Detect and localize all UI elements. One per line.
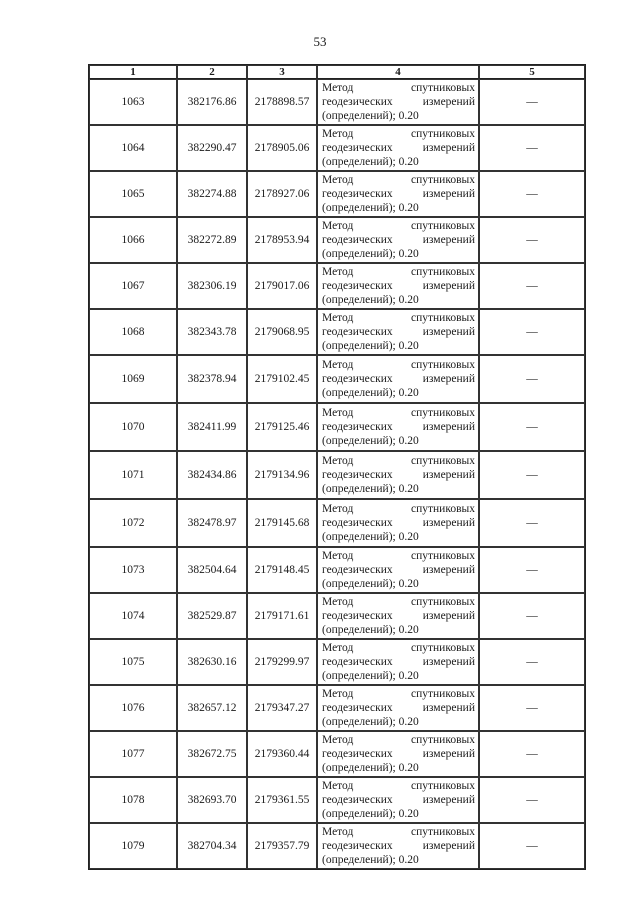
method-line: геодезических измерений [322, 96, 475, 108]
method-line: Метод спутниковых [322, 82, 475, 94]
method-description-cell [317, 823, 479, 869]
method-line: (определений); 0.20 [322, 578, 419, 590]
method-line: геодезических измерений [322, 656, 475, 668]
method-description-cell [317, 499, 479, 547]
method-description-cell [317, 403, 479, 451]
point-number-cell: 1065 [89, 171, 177, 217]
point-number-cell: 1068 [89, 309, 177, 355]
x-coordinate-cell: 382176.86 [177, 79, 247, 125]
table-row [89, 79, 585, 125]
point-number-cell: 1078 [89, 777, 177, 823]
point-number-cell: 1077 [89, 731, 177, 777]
point-number-cell: 1079 [89, 823, 177, 869]
x-coordinate-cell: 382434.86 [177, 451, 247, 499]
method-line: Метод спутниковых [322, 220, 475, 232]
method-line: (определений); 0.20 [322, 762, 419, 774]
method-line: геодезических измерений [322, 280, 475, 292]
method-line: (определений); 0.20 [322, 110, 419, 122]
y-coordinate-cell: 2179145.68 [247, 499, 317, 547]
method-description-cell [317, 171, 479, 217]
method-line: геодезических измерений [322, 748, 475, 760]
method-line: Метод спутниковых [322, 266, 475, 278]
point-number-cell: 1067 [89, 263, 177, 309]
table-header [89, 65, 585, 79]
table-row [89, 403, 585, 451]
method-line: (определений); 0.20 [322, 156, 419, 168]
point-number-cell: 1064 [89, 125, 177, 171]
point-number-cell: 1075 [89, 639, 177, 685]
x-coordinate-cell: 382630.16 [177, 639, 247, 685]
method-line: геодезических измерений [322, 564, 475, 576]
method-line: Метод спутниковых [322, 455, 475, 467]
method-line: (определений); 0.20 [322, 854, 419, 866]
method-line: (определений); 0.20 [322, 340, 419, 352]
method-line: геодезических измерений [322, 610, 475, 622]
table-row [89, 593, 585, 639]
x-coordinate-cell: 382504.64 [177, 547, 247, 593]
method-line: Метод спутниковых [322, 780, 475, 792]
method-description-cell [317, 593, 479, 639]
error-value-cell: — [479, 263, 585, 309]
method-line: Метод спутниковых [322, 407, 475, 419]
error-value-cell: — [479, 547, 585, 593]
method-line: Метод спутниковых [322, 359, 475, 371]
error-value-cell: — [479, 823, 585, 869]
x-coordinate-cell: 382672.75 [177, 731, 247, 777]
error-value-cell: — [479, 217, 585, 263]
method-line: Метод спутниковых [322, 596, 475, 608]
y-coordinate-cell: 2179134.96 [247, 451, 317, 499]
header-col-4: 4 [317, 65, 479, 79]
error-value-cell: — [479, 499, 585, 547]
header-col-1: 1 [89, 65, 177, 79]
point-number-cell: 1063 [89, 79, 177, 125]
y-coordinate-cell: 2179102.45 [247, 355, 317, 403]
x-coordinate-cell: 382306.19 [177, 263, 247, 309]
method-line: геодезических измерений [322, 421, 475, 433]
method-description-cell [317, 547, 479, 593]
method-line: Метод спутниковых [322, 550, 475, 562]
method-description-cell [317, 731, 479, 777]
y-coordinate-cell: 2179357.79 [247, 823, 317, 869]
method-line: (определений); 0.20 [322, 202, 419, 214]
y-coordinate-cell: 2178905.06 [247, 125, 317, 171]
method-line: геодезических измерений [322, 840, 475, 852]
method-line: геодезических измерений [322, 142, 475, 154]
table-row [89, 639, 585, 685]
method-description-cell [317, 355, 479, 403]
method-line: Метод спутниковых [322, 128, 475, 140]
y-coordinate-cell: 2179125.46 [247, 403, 317, 451]
error-value-cell: — [479, 685, 585, 731]
y-coordinate-cell: 2179017.06 [247, 263, 317, 309]
method-line: Метод спутниковых [322, 734, 475, 746]
x-coordinate-cell: 382704.34 [177, 823, 247, 869]
method-line: (определений); 0.20 [322, 808, 419, 820]
y-coordinate-cell: 2179361.55 [247, 777, 317, 823]
table-row [89, 355, 585, 403]
y-coordinate-cell: 2179148.45 [247, 547, 317, 593]
method-line: (определений); 0.20 [322, 294, 419, 306]
point-number-cell: 1072 [89, 499, 177, 547]
table-row [89, 263, 585, 309]
point-number-cell: 1066 [89, 217, 177, 263]
method-line: (определений); 0.20 [322, 716, 419, 728]
error-value-cell: — [479, 777, 585, 823]
method-line: (определений); 0.20 [322, 248, 419, 260]
method-line: (определений); 0.20 [322, 435, 419, 447]
method-description-cell [317, 777, 479, 823]
y-coordinate-cell: 2179360.44 [247, 731, 317, 777]
method-line: геодезических измерений [322, 517, 475, 529]
method-line: геодезических измерений [322, 794, 475, 806]
method-line: геодезических измерений [322, 373, 475, 385]
table-row [89, 685, 585, 731]
table-body [89, 79, 585, 869]
method-line: (определений); 0.20 [322, 531, 419, 543]
method-line: (определений); 0.20 [322, 483, 419, 495]
header-col-3: 3 [247, 65, 317, 79]
y-coordinate-cell: 2179068.95 [247, 309, 317, 355]
header-col-2: 2 [177, 65, 247, 79]
method-line: геодезических измерений [322, 188, 475, 200]
y-coordinate-cell: 2178898.57 [247, 79, 317, 125]
y-coordinate-cell: 2179347.27 [247, 685, 317, 731]
method-line: Метод спутниковых [322, 826, 475, 838]
table-row [89, 777, 585, 823]
header-col-5: 5 [479, 65, 585, 79]
x-coordinate-cell: 382274.88 [177, 171, 247, 217]
method-line: Метод спутниковых [322, 688, 475, 700]
error-value-cell: — [479, 309, 585, 355]
y-coordinate-cell: 2179299.97 [247, 639, 317, 685]
page-number: 53 [313, 34, 327, 49]
error-value-cell: — [479, 593, 585, 639]
error-value-cell: — [479, 355, 585, 403]
method-description-cell [317, 639, 479, 685]
x-coordinate-cell: 382343.78 [177, 309, 247, 355]
method-description-cell [317, 309, 479, 355]
point-number-cell: 1073 [89, 547, 177, 593]
table-row [89, 125, 585, 171]
table-row [89, 217, 585, 263]
table-row [89, 823, 585, 869]
error-value-cell: — [479, 79, 585, 125]
x-coordinate-cell: 382272.89 [177, 217, 247, 263]
x-coordinate-cell: 382657.12 [177, 685, 247, 731]
table-row [89, 309, 585, 355]
method-description-cell [317, 263, 479, 309]
method-line: Метод спутниковых [322, 312, 475, 324]
method-line: геодезических измерений [322, 234, 475, 246]
method-line: (определений); 0.20 [322, 624, 419, 636]
point-number-cell: 1069 [89, 355, 177, 403]
method-line: геодезических измерений [322, 326, 475, 338]
x-coordinate-cell: 382290.47 [177, 125, 247, 171]
method-description-cell [317, 79, 479, 125]
method-line: (определений); 0.20 [322, 387, 419, 399]
header-row [89, 65, 585, 79]
y-coordinate-cell: 2178953.94 [247, 217, 317, 263]
x-coordinate-cell: 382411.99 [177, 403, 247, 451]
method-line: (определений); 0.20 [322, 670, 419, 682]
x-coordinate-cell: 382693.70 [177, 777, 247, 823]
method-description-cell [317, 125, 479, 171]
method-line: геодезических измерений [322, 702, 475, 714]
table-row [89, 451, 585, 499]
method-description-cell [317, 685, 479, 731]
point-number-cell: 1071 [89, 451, 177, 499]
method-description-cell [317, 217, 479, 263]
x-coordinate-cell: 382378.94 [177, 355, 247, 403]
point-number-cell: 1074 [89, 593, 177, 639]
table-row [89, 547, 585, 593]
point-number-cell: 1076 [89, 685, 177, 731]
error-value-cell: — [479, 125, 585, 171]
error-value-cell: — [479, 451, 585, 499]
error-value-cell: — [479, 171, 585, 217]
method-line: геодезических измерений [322, 469, 475, 481]
y-coordinate-cell: 2178927.06 [247, 171, 317, 217]
method-description-cell [317, 451, 479, 499]
point-number-cell: 1070 [89, 403, 177, 451]
error-value-cell: — [479, 403, 585, 451]
table-row [89, 171, 585, 217]
method-line: Метод спутниковых [322, 174, 475, 186]
method-line: Метод спутниковых [322, 642, 475, 654]
table-row [89, 731, 585, 777]
method-line: Метод спутниковых [322, 503, 475, 515]
coordinates-table [88, 64, 586, 870]
error-value-cell: — [479, 639, 585, 685]
y-coordinate-cell: 2179171.61 [247, 593, 317, 639]
error-value-cell: — [479, 731, 585, 777]
x-coordinate-cell: 382529.87 [177, 593, 247, 639]
table-row [89, 499, 585, 547]
x-coordinate-cell: 382478.97 [177, 499, 247, 547]
